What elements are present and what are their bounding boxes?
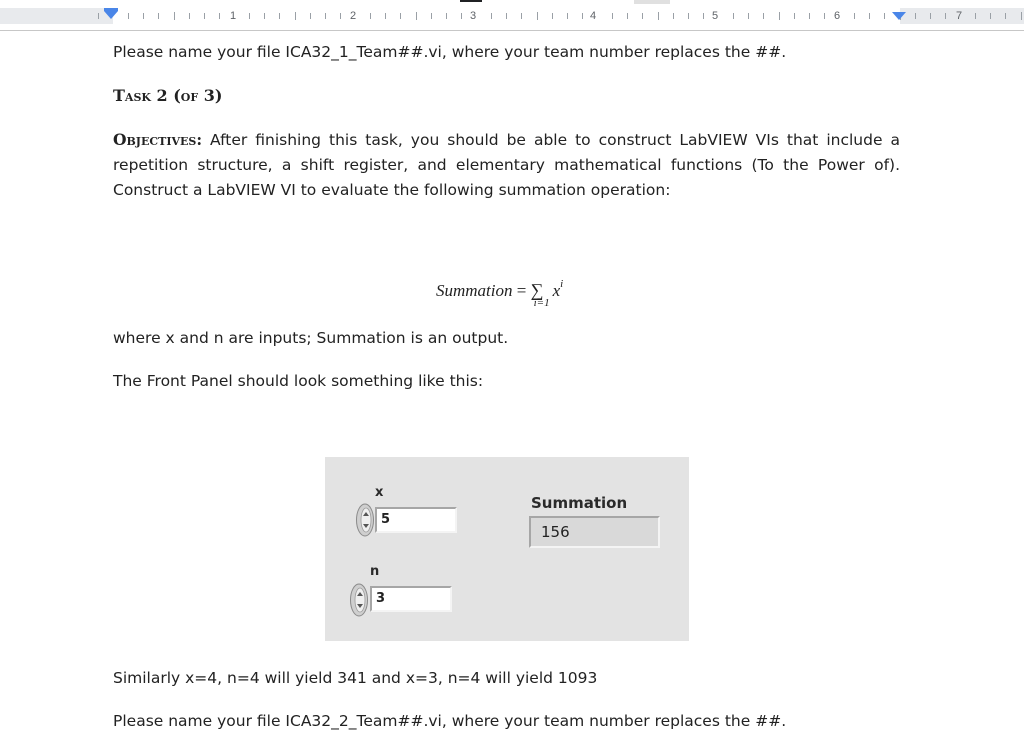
objectives-label: Objectives: (113, 130, 203, 149)
formula-exponent: i (560, 278, 564, 291)
ruler-number-4: 4 (590, 10, 597, 22)
ruler-tick (945, 13, 946, 19)
ruler-tick (703, 13, 704, 19)
ruler-tick (400, 13, 401, 19)
ruler-tick (446, 13, 447, 19)
ruler-tick (779, 12, 780, 20)
x-control-label: x (375, 485, 384, 500)
ruler-tick (582, 13, 583, 19)
ruler-tick (416, 12, 417, 20)
ruler-tick (189, 13, 190, 19)
ruler-tick (748, 13, 749, 19)
ruler-tick (733, 13, 734, 19)
ruler-number-1: 1 (230, 10, 237, 22)
ruler-tick (264, 13, 265, 19)
similarly-note: Similarly x=4, n=4 will yield 341 and x=3, n=4 will yield 1093 (113, 669, 598, 687)
inputs-note: where x and n are inputs; Summation is an output. (113, 329, 509, 347)
ruler-tick (824, 13, 825, 19)
ruler-number-7: 7 (956, 10, 963, 22)
ruler-tick (128, 13, 129, 19)
n-increment-decrement-icon[interactable] (349, 583, 369, 617)
ruler-tick (370, 13, 371, 19)
ruler-tick (98, 13, 99, 19)
right-indent-handle[interactable] (892, 12, 906, 20)
ruler-tick (340, 13, 341, 19)
ruler-tick (1005, 13, 1006, 19)
ruler-number-5: 5 (712, 10, 719, 22)
labview-front-panel (325, 457, 689, 641)
formula-sigma-group (530, 280, 553, 309)
ruler-tick (537, 12, 538, 20)
ruler-tick (975, 13, 976, 19)
summation-indicator-label: Summation (531, 494, 628, 512)
ruler-tick (385, 13, 386, 19)
ruler-tick (325, 13, 326, 19)
ruler-tick (627, 13, 628, 19)
horizontal-ruler (0, 0, 1024, 31)
left-indent-handle[interactable] (104, 11, 118, 19)
filename-instruction-2: Please name your file ICA32_2_Team##.vi, where your team number replaces the ##. (113, 712, 787, 730)
ruler-tick (310, 13, 311, 19)
ruler-tick (884, 13, 885, 19)
x-increment-decrement-icon[interactable] (355, 503, 375, 537)
ruler-tick (854, 13, 855, 19)
ruler-tick (915, 13, 916, 19)
ruler-tick (763, 13, 764, 19)
ruler-tick (431, 13, 432, 19)
objectives-text: After finishing this task, you should be able to construct LabVIEW VIs that include a repetition structure, a shift register, and elementary mathematical functions (To the Power of). Construct a LabVIEW VI to evaluate the following summation operation: (113, 131, 900, 199)
ruler-tick (295, 12, 296, 20)
ruler-tick (506, 13, 507, 19)
document-page[interactable] (0, 30, 1024, 752)
ruler-tick (1021, 12, 1022, 20)
n-control-label: n (370, 564, 380, 579)
formula-base: x (552, 281, 561, 300)
ruler-tick (491, 13, 492, 19)
sigma-symbol: ∑ (530, 280, 544, 300)
ruler-tick (930, 13, 931, 19)
ruler-left-margin (0, 8, 113, 24)
ruler-tick (249, 13, 250, 19)
ruler-tick (673, 13, 674, 19)
ruler-top-mark (460, 0, 482, 2)
ruler-number-2: 2 (350, 10, 357, 22)
ruler-tick (658, 12, 659, 20)
formula-lhs: Summation (436, 281, 513, 300)
front-panel-note: The Front Panel should look something like this: (113, 372, 484, 390)
n-numeric-input[interactable]: 3 (370, 586, 452, 612)
ruler-number-3: 3 (470, 10, 477, 22)
ruler-tick (809, 13, 810, 19)
ruler-tick (279, 13, 280, 19)
ruler-tick (521, 13, 522, 19)
ruler-tick (552, 13, 553, 19)
ruler-tick (794, 13, 795, 19)
x-numeric-input[interactable]: 5 (375, 507, 457, 533)
ruler-tick (869, 13, 870, 19)
formula-equals: = (512, 281, 531, 300)
filename-instruction-1: Please name your file ICA32_1_Team##.vi, where your team number replaces the ##. (113, 43, 787, 61)
ruler-tick (567, 13, 568, 19)
ruler-tick (642, 13, 643, 19)
summation-indicator: 156 (529, 516, 660, 548)
formula-lower-limit: i=1 (533, 297, 550, 309)
ruler-tick (158, 13, 159, 19)
ruler-number-6: 6 (834, 10, 841, 22)
ruler-tick (461, 13, 462, 19)
ruler-tick (219, 13, 220, 19)
ruler-tick (990, 13, 991, 19)
summation-formula (436, 278, 564, 309)
ruler-tick (174, 12, 175, 20)
ruler-tick (143, 13, 144, 19)
ruler-top-grey (634, 0, 670, 4)
ruler-tick (204, 13, 205, 19)
ruler-tick (612, 13, 613, 19)
task-heading: Task 2 (of 3) (113, 86, 223, 105)
ruler-tick (688, 13, 689, 19)
objectives-paragraph (113, 127, 900, 203)
